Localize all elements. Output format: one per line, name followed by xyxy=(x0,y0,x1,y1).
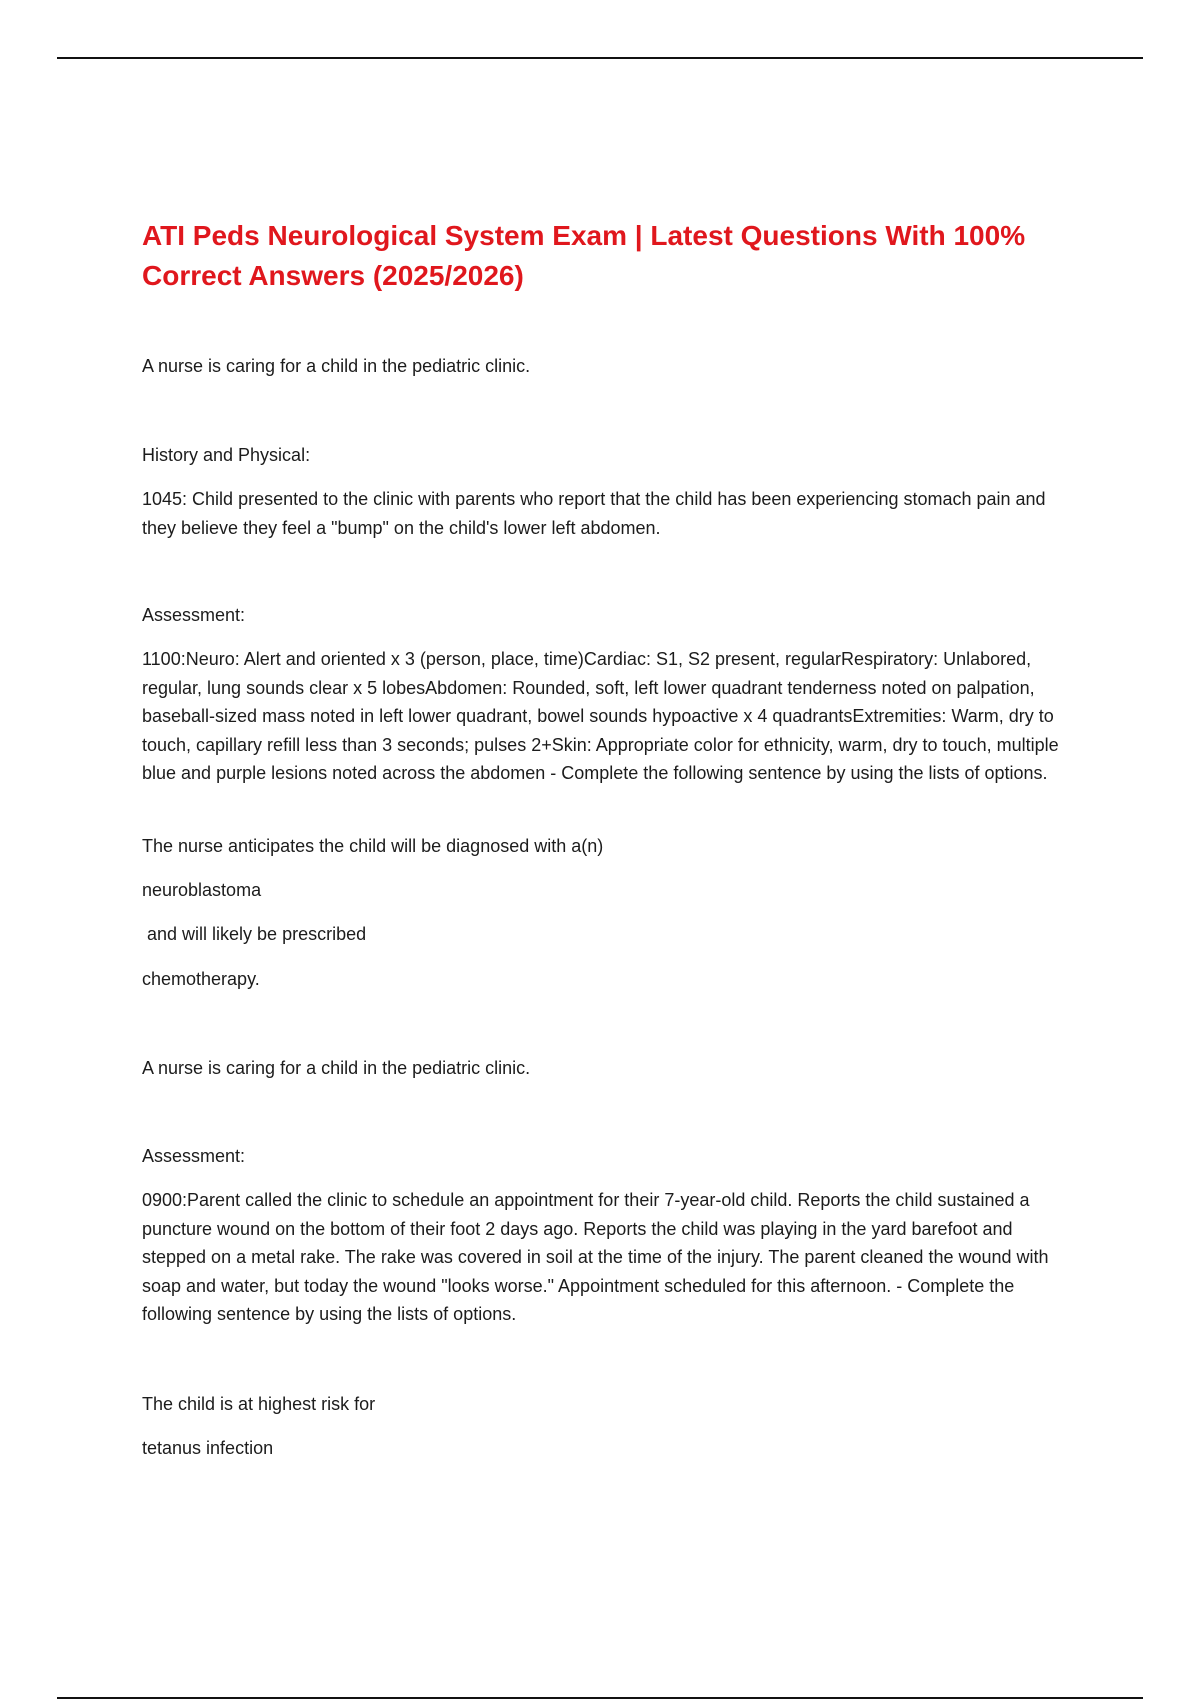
q1-prompt: The nurse anticipates the child will be diagnosed with a(n) xyxy=(142,836,604,856)
q2-answer: tetanus infection xyxy=(142,1438,274,1458)
q2-assessment-heading: Assessment: xyxy=(142,1146,246,1166)
bottom-rule xyxy=(57,1697,1143,1699)
q1-assessment-text: 1100:Neuro: Alert and oriented x 3 (person, place, time)Cardiac: S1, S2 present, regularRespiratory: Unlabored, regular, lung sounds clear x 5 lobesAbdomen: Rounded, soft, left lower quadrant tenderness noted on palpation, baseball-sized mass noted in left lower quadrant, bowel sounds hypoactive x 4 quadrantsExtremities: Warm, dry to touch, capillary refill less than 3 seconds; pulses 2+Skin: Appropriate color for ethnicity, warm, dry to touch, multiple blue and purple lesions noted across the abdomen - Complete the following sentence by using the lists of options. xyxy=(142,649,1059,783)
document-title: ATI Peds Neurological System Exam | Latest Questions With 100% Correct Answers (2025/2026) xyxy=(142,220,1026,291)
q2-assessment-text: 0900:Parent called the clinic to schedule an appointment for their 7-year-old child. Reports the child sustained a puncture wound on the bottom of their foot 2 days ago. Reports the child was playing in the yard barefoot and stepped on a metal rake. The rake was covered in soil at the time of the injury. The parent cleaned the wound with soap and water, but today the wound "looks worse." Appointment scheduled for this afternoon. - Complete the following sentence by using the lists of options. xyxy=(142,1190,1049,1324)
top-rule xyxy=(57,57,1143,59)
q1-intro: A nurse is caring for a child in the pediatric clinic. xyxy=(142,356,531,376)
q1-answer-1: neuroblastoma xyxy=(142,880,262,900)
q2-intro: A nurse is caring for a child in the pediatric clinic. xyxy=(142,1058,531,1078)
q1-answer-2: chemotherapy. xyxy=(142,969,260,989)
q1-assessment-heading: Assessment: xyxy=(142,605,246,625)
q1-history-heading: History and Physical: xyxy=(142,445,311,465)
q2-prompt: The child is at highest risk for xyxy=(142,1394,376,1414)
q1-connector: and will likely be prescribed xyxy=(142,924,367,944)
q1-history-text: 1045: Child presented to the clinic with parents who report that the child has been experiencing stomach pain and they believe they feel a "bump" on the child's lower left abdomen. xyxy=(142,489,1046,538)
